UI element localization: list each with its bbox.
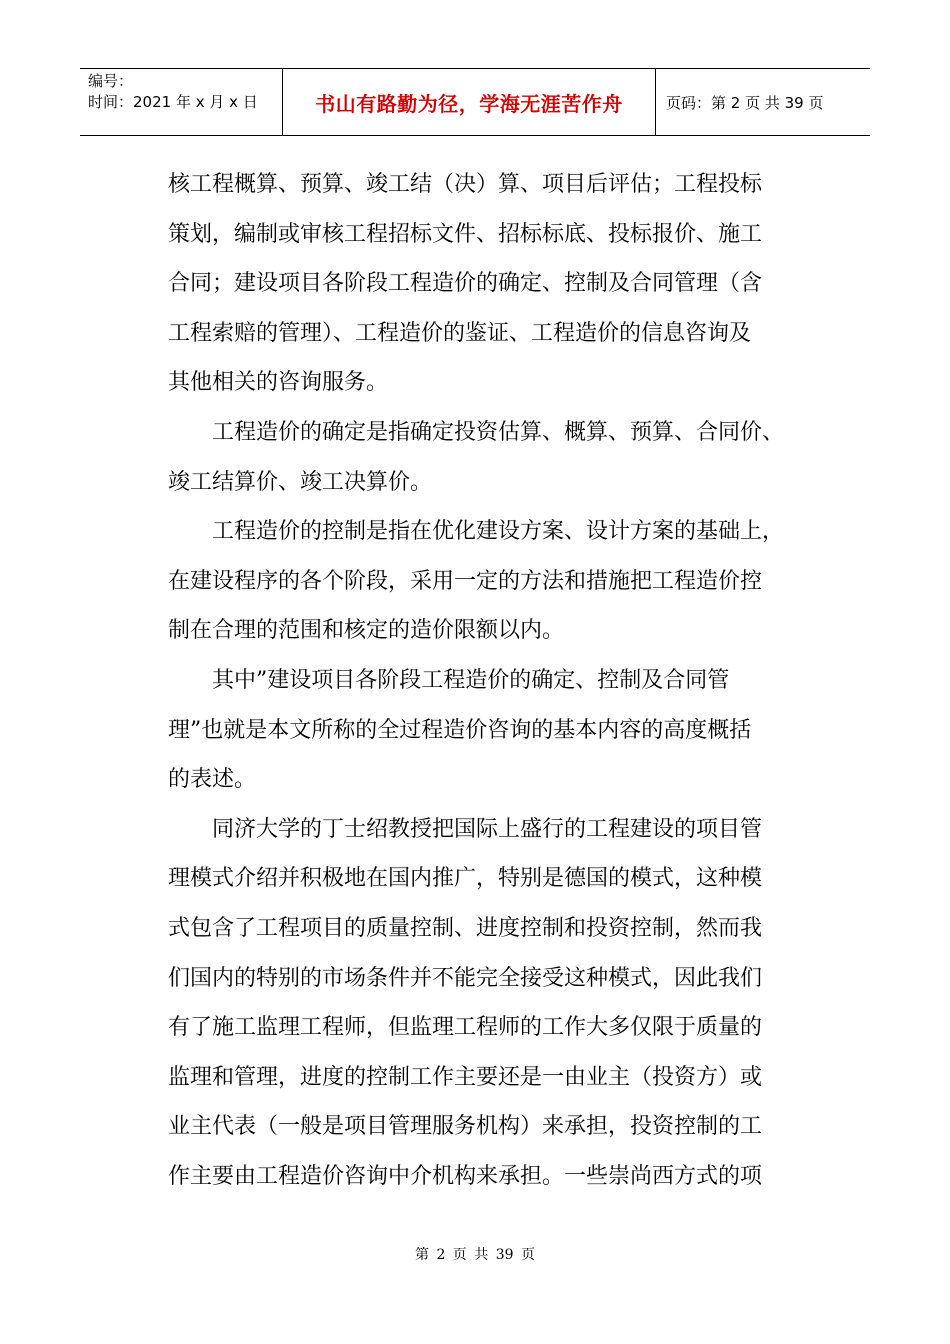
header-page-info: 页码：第 2 页 共 39 页 bbox=[666, 93, 824, 112]
text-line: 其他相关的咨询服务。 bbox=[168, 370, 389, 396]
paragraph bbox=[168, 160, 788, 408]
paragraph bbox=[168, 507, 788, 656]
text-line: 核工程概算、预算、竣工结（决）算、项目后评估；工程投标 bbox=[168, 172, 763, 197]
text-line: 的表述。 bbox=[168, 767, 257, 793]
time-label: 时间：2021 年 x 月 x 日 bbox=[88, 93, 258, 111]
header-meta bbox=[80, 69, 283, 135]
number-label: 编号： bbox=[88, 72, 134, 90]
text-line: 监理和管理，进度的控制工作主要还是一由业主（投资方）或 bbox=[168, 1064, 763, 1090]
text-line: 策划，编制或审核工程招标文件、招标标底、投标报价、施工 bbox=[168, 221, 763, 247]
text-line: 制在合理的范围和核定的造价限额以内。 bbox=[168, 618, 565, 644]
page-footer: 第 2 页 共 39 页 bbox=[415, 1247, 535, 1263]
paragraph bbox=[168, 656, 788, 805]
text-line: 有了施工监理工程师，但监理工程师的工作大多仅限于质量的 bbox=[168, 1015, 763, 1041]
text-line: 合同；建设项目各阶段工程造价的确定、控制及合同管理（含 bbox=[168, 271, 763, 297]
text-line: 竣工结算价、竣工决算价。 bbox=[168, 469, 433, 495]
text-line: 工程造价的控制是指在优化建设方案、设计方案的基础上， bbox=[212, 519, 785, 545]
text-line: 业主代表（一般是项目管理服务机构）来承担，投资控制的工 bbox=[168, 1114, 763, 1140]
text-line: 理”也就是本文所称的全过程造价咨询的基本内容的高度概括 bbox=[168, 717, 752, 743]
text-line: 同济大学的丁士绍教授把国际上盛行的工程建设的项目管 bbox=[212, 816, 763, 842]
paragraph bbox=[168, 805, 788, 1202]
text-line: 工程造价的确定是指确定投资估算、概算、预算、合同价、 bbox=[212, 419, 785, 445]
page-header bbox=[80, 68, 870, 136]
text-line: 在建设程序的各个阶段，采用一定的方法和措施把工程造价控 bbox=[168, 568, 763, 594]
text-line: 其中”建设项目各阶段工程造价的确定、控制及合同管 bbox=[212, 667, 730, 693]
text-line: 们国内的特别的市场条件并不能完全接受这种模式，因此我们 bbox=[168, 965, 763, 991]
text-line: 作主要由工程造价咨询中介机构来承担。一些崇尚西方式的项 bbox=[168, 1163, 763, 1189]
header-motto: 书山有路勤为径，学海无涯苦作舟 bbox=[283, 69, 656, 135]
text-line: 式包含了工程项目的质量控制、进度控制和投资控制，然而我 bbox=[168, 915, 763, 941]
paragraph bbox=[168, 408, 788, 507]
text-line: 工程索赔的管理）、工程造价的鉴证、工程造价的信息咨询及 bbox=[168, 320, 752, 346]
document-body bbox=[168, 160, 788, 1201]
text-line: 理模式介绍并积极地在国内推广，特别是德国的模式，这种模 bbox=[168, 866, 763, 892]
